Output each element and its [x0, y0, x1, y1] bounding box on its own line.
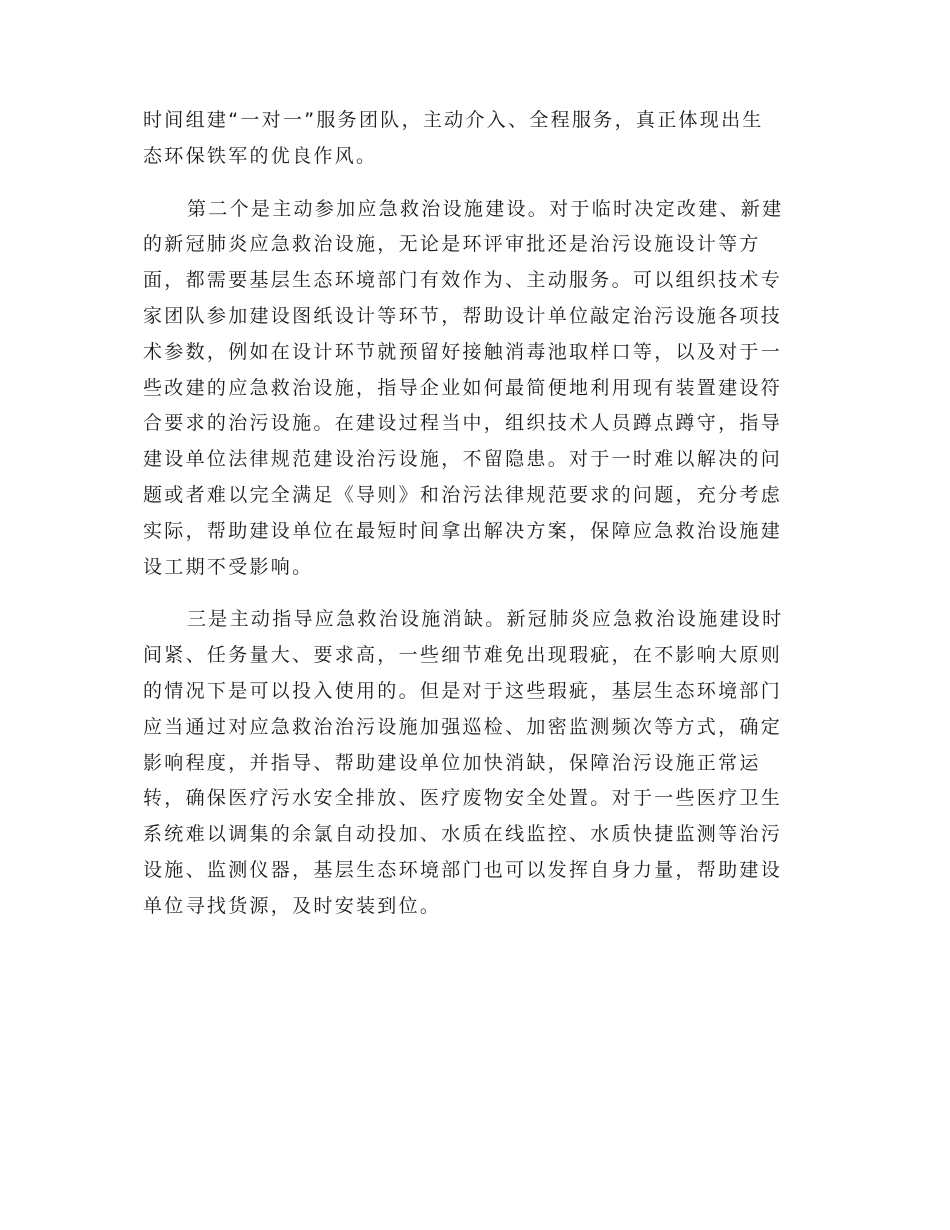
text-line: 面，都需要基层生态环境部门有效作为、主动服务。可以组织技术专	[143, 269, 783, 292]
text-line: 第二个是主动参加应急救治设施建设。对于临时决定改建、新建	[187, 197, 784, 220]
text-line: 的新冠肺炎应急救治设施，无论是环评审批还是治污设施设计等方	[143, 233, 761, 256]
text-line: 间紧、任务量大、要求高，一些细节难免出现瑕疵，在不影响大原则	[143, 644, 783, 667]
text-line: 单位寻找货源，及时安装到位。	[143, 894, 442, 917]
paragraph-3	[143, 602, 793, 924]
paragraph-1	[143, 103, 793, 175]
text-line: 家团队参加建设图纸设计等环节，帮助设计单位敲定治污设施各项技	[143, 304, 783, 327]
text-line: 题或者难以完全满足《导则》和治污法律规范要求的问题，充分考虑	[143, 483, 783, 506]
text-line: 应当通过对应急救治治污设施加强巡检、加密监测频次等方式，确定	[143, 715, 783, 738]
text-line: 术参数，例如在设计环节就预留好接触消毒池取样口等，以及对于一	[143, 340, 783, 363]
text-line: 的情况下是可以投入使用的。但是对于这些瑕疵，基层生态环境部门	[143, 679, 783, 702]
text-line: 转，确保医疗污水安全排放、医疗废物安全处置。对于一些医疗卫生	[143, 787, 783, 810]
document-body	[143, 103, 793, 942]
paragraph-2	[143, 192, 793, 586]
text-line: 设施、监测仪器，基层生态环境部门也可以发挥自身力量，帮助建设	[143, 858, 783, 881]
text-line: 时间组建“一对一”服务团队，主动介入、全程服务，真正体现出生	[143, 109, 764, 131]
text-line: 态环保铁军的优良作风。	[143, 144, 378, 167]
text-line: 合要求的治污设施。在建设过程当中，组织技术人员蹲点蹲守，指导	[143, 412, 783, 435]
text-line: 系统难以调集的余氯自动投加、水质在线监控、水质快捷监测等治污	[143, 823, 783, 846]
text-line: 些改建的应急救治设施，指导企业如何最简便地利用现有装置建设符	[143, 376, 783, 399]
text-line: 三是主动指导应急救治设施消缺。新冠肺炎应急救治设施建设时	[187, 608, 784, 631]
text-line: 设工期不受影响。	[143, 555, 314, 578]
text-line: 影响程度，并指导、帮助建设单位加快消缺，保障治污设施正常运	[143, 751, 761, 774]
text-line: 建设单位法律规范建设治污设施，不留隐患。对于一时难以解决的问	[143, 448, 783, 471]
text-line: 实际，帮助建设单位在最短时间拿出解决方案，保障应急救治设施建	[143, 519, 783, 542]
